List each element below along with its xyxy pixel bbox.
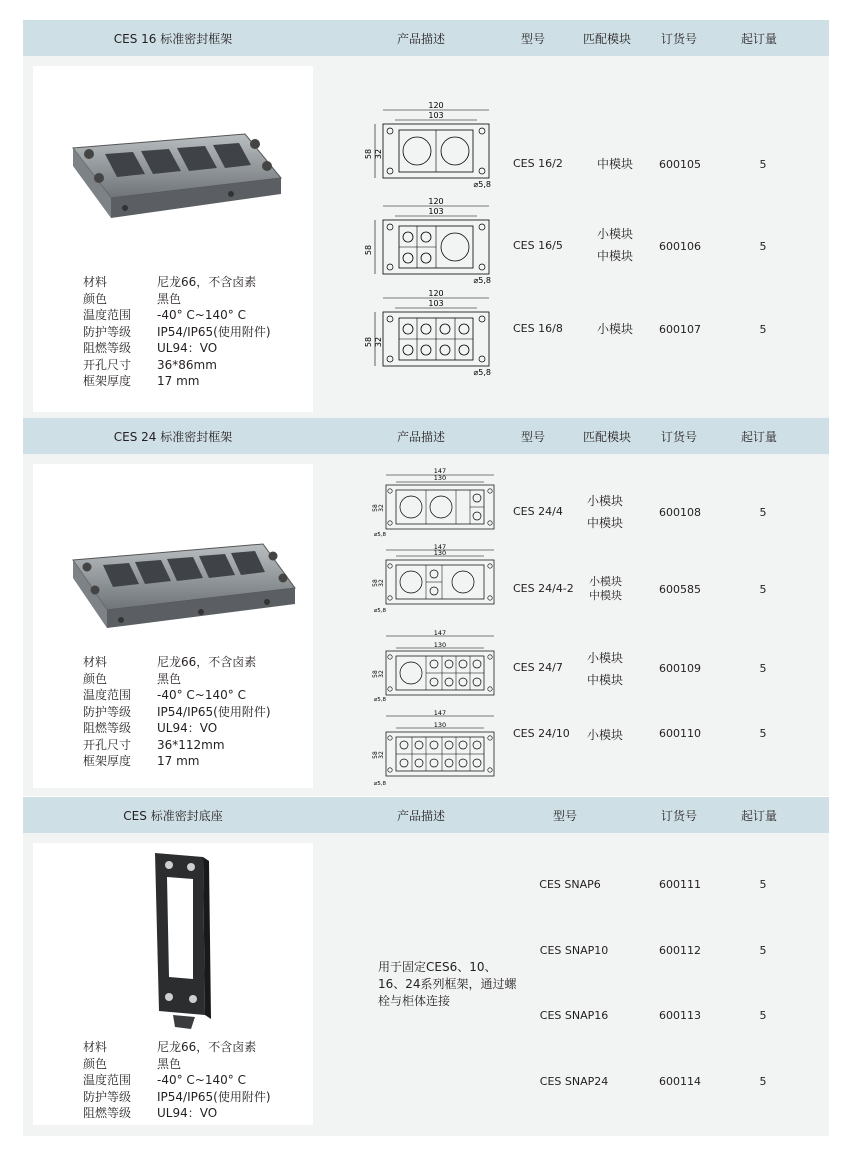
section-header	[23, 797, 829, 833]
min-order: 5	[759, 878, 767, 891]
spec-value: -40° C~140° C	[157, 688, 246, 702]
header-moq: 起订量	[740, 430, 778, 444]
spec-key: 材料	[83, 275, 108, 289]
spec-list	[83, 654, 271, 770]
order-number: 600112	[659, 944, 701, 957]
module-item: 小模块	[587, 651, 624, 665]
spec-value: 尼龙66，不含卤素	[157, 1040, 257, 1054]
model: CES SNAP6	[539, 878, 601, 891]
header-moq: 起订量	[740, 32, 778, 46]
drawing-ces24-7	[368, 630, 498, 706]
dim-inner-height: 32	[378, 579, 385, 587]
modules	[597, 153, 633, 175]
spec-value: -40° C~140° C	[157, 1073, 246, 1087]
header-order: 订货号	[660, 430, 698, 444]
spec-value: 尼龙66，不含卤素	[157, 655, 257, 669]
spec-key: 温度范围	[83, 308, 132, 322]
modules	[597, 223, 633, 267]
spec-value: 黑色	[157, 291, 182, 306]
spec-key: 开孔尺寸	[83, 357, 132, 372]
spec-key: 框架厚度	[83, 754, 132, 768]
model: CES 24/10	[513, 727, 570, 740]
dim-inner-height: 32	[378, 504, 385, 512]
model: CES 16/5	[513, 239, 563, 252]
section-title: CES 24 标准密封框架	[113, 430, 233, 444]
spec-list	[83, 1039, 271, 1122]
min-order: 5	[759, 662, 767, 675]
model: CES 24/4	[513, 505, 563, 518]
product-panel	[33, 843, 313, 1125]
order-number: 600113	[659, 1009, 701, 1022]
module-item: 小模块	[587, 728, 624, 742]
section-ces16	[23, 20, 829, 422]
modules	[587, 647, 623, 691]
spec-value: IP54/IP65(使用附件)	[157, 704, 271, 719]
dim-height: 58	[364, 244, 373, 256]
dim-hole: ⌀5,8	[374, 697, 387, 702]
dim-hole: ⌀5,8	[473, 180, 491, 189]
frame-photo	[33, 464, 313, 644]
dim-hole: ⌀5,8	[374, 532, 387, 538]
spec-key: 颜色	[83, 291, 108, 306]
dim-width: 120	[428, 101, 444, 110]
drawing-ces24-10	[368, 710, 498, 792]
header-model: 型号	[520, 430, 546, 444]
module-item: 小模块	[589, 575, 622, 588]
dim-width: 147	[433, 467, 447, 475]
spec-key: 温度范围	[83, 688, 132, 702]
module-item: 中模块	[587, 673, 624, 687]
order-number: 600109	[659, 662, 701, 675]
spec-value: 17 mm	[157, 374, 200, 388]
spec-key: 阻燃等级	[83, 721, 132, 735]
section-ces-snap	[23, 797, 829, 1136]
spec-key: 框架厚度	[83, 374, 132, 388]
spec-key: 材料	[83, 1040, 108, 1054]
min-order: 5	[759, 158, 767, 171]
min-order: 5	[759, 944, 767, 957]
dim-inner-height: 32	[374, 336, 383, 348]
product-panel	[33, 464, 313, 788]
dim-hole: ⌀5,8	[374, 608, 387, 614]
spec-value: -40° C~140° C	[157, 308, 246, 322]
section-header	[23, 20, 829, 56]
order-number: 600107	[659, 323, 701, 336]
dim-hole: ⌀5,8	[374, 781, 387, 787]
spec-value: IP54/IP65(使用附件)	[157, 1089, 271, 1104]
order-number: 600110	[659, 727, 701, 740]
section-title: CES 标准密封底座	[123, 809, 223, 823]
model: CES 16/8	[513, 322, 563, 335]
spec-key: 温度范围	[83, 1073, 132, 1087]
module-item: 小模块	[587, 494, 624, 508]
frame-photo	[33, 66, 313, 266]
dim-inner-width: 130	[433, 549, 447, 557]
order-number: 600106	[659, 240, 701, 253]
header-order: 订货号	[660, 32, 698, 46]
spec-value: 36*86mm	[157, 357, 217, 372]
module-item: 中模块	[589, 589, 622, 602]
dim-width: 147	[433, 710, 447, 717]
dim-inner-height: 32	[374, 148, 383, 160]
header-model: 型号	[520, 32, 546, 46]
modules	[587, 490, 623, 534]
header-desc: 产品描述	[396, 32, 446, 46]
dim-inner-width: 130	[433, 474, 447, 482]
model: CES SNAP24	[539, 1075, 609, 1088]
spec-key: 阻燃等级	[83, 1106, 132, 1120]
spec-key: 防护等级	[83, 1089, 132, 1104]
spec-value: 尼龙66，不含卤素	[157, 275, 257, 289]
dim-width: 120	[428, 197, 444, 206]
modules	[597, 318, 633, 340]
dim-hole: ⌀5,8	[473, 276, 491, 285]
dim-height: 58	[372, 751, 379, 759]
snap-base-photo	[33, 843, 313, 1033]
spec-list	[83, 274, 271, 390]
header-desc: 产品描述	[396, 430, 446, 444]
dim-inner-width: 130	[433, 721, 447, 729]
header-module: 匹配模块	[582, 430, 632, 444]
module-item: 中模块	[597, 249, 634, 263]
min-order: 5	[759, 727, 767, 740]
spec-key: 颜色	[83, 671, 108, 686]
header-order: 订货号	[660, 809, 698, 823]
modules	[589, 575, 622, 603]
model: CES SNAP10	[539, 944, 609, 957]
min-order: 5	[759, 1075, 767, 1088]
drawing-ces24-4-2	[368, 544, 498, 620]
dim-inner-width: 103	[428, 207, 444, 216]
spec-key: 阻燃等级	[83, 341, 132, 355]
spec-key: 防护等级	[83, 704, 132, 719]
min-order: 5	[759, 583, 767, 596]
dim-height: 58	[364, 336, 373, 348]
spec-value: 17 mm	[157, 754, 200, 768]
order-number: 600105	[659, 158, 701, 171]
order-number: 600108	[659, 506, 701, 519]
dim-inner-width: 130	[433, 641, 447, 649]
product-description: 用于固定CES6、10、16、24系列框架，通过螺栓与柜体连接	[378, 960, 517, 1008]
dim-width: 147	[433, 544, 447, 551]
dim-hole: ⌀5,8	[473, 368, 491, 377]
spec-key: 颜色	[83, 1056, 108, 1071]
dim-inner-width: 103	[428, 111, 444, 120]
module-item: 小模块	[597, 227, 634, 241]
drawing-ces16-5	[361, 196, 501, 290]
model: CES SNAP16	[539, 1009, 609, 1022]
dim-width: 120	[428, 289, 444, 298]
model: CES 24/4-2	[513, 582, 574, 595]
min-order: 5	[759, 1009, 767, 1022]
spec-key: 开孔尺寸	[83, 737, 132, 752]
spec-value: 黑色	[157, 671, 182, 686]
order-number: 600111	[659, 878, 701, 891]
product-panel	[33, 66, 313, 412]
dim-height: 58	[372, 670, 379, 678]
drawing-ces16-8	[361, 288, 501, 382]
spec-value: UL94：VO	[157, 1106, 218, 1120]
model: CES 16/2	[513, 157, 563, 170]
dim-width: 147	[433, 630, 447, 637]
min-order: 5	[759, 506, 767, 519]
spec-key: 材料	[83, 655, 108, 669]
header-module: 匹配模块	[582, 32, 632, 46]
min-order: 5	[759, 323, 767, 336]
modules	[587, 724, 623, 746]
header-moq: 起订量	[740, 809, 778, 823]
order-number: 600585	[659, 583, 701, 596]
model: CES 24/7	[513, 661, 563, 674]
dim-inner-height: 32	[378, 751, 385, 759]
module-item: 小模块	[597, 322, 634, 336]
module-item: 中模块	[587, 516, 624, 530]
header-model: 型号	[552, 809, 578, 823]
order-number: 600114	[659, 1075, 701, 1088]
drawing-ces24-4	[368, 466, 498, 542]
spec-value: 黑色	[157, 1056, 182, 1071]
spec-value: 36*112mm	[157, 737, 225, 752]
dim-inner-height: 32	[378, 670, 385, 678]
dim-height: 58	[364, 148, 373, 160]
dim-inner-width: 103	[428, 299, 444, 308]
module-item: 中模块	[597, 157, 634, 171]
section-ces24	[23, 418, 829, 796]
section-title: CES 16 标准密封框架	[113, 32, 233, 46]
header-desc: 产品描述	[396, 809, 446, 823]
dim-height: 58	[372, 504, 379, 512]
section-header	[23, 418, 829, 454]
min-order: 5	[759, 240, 767, 253]
spec-value: UL94：VO	[157, 341, 218, 355]
spec-key: 防护等级	[83, 324, 132, 339]
dim-height: 58	[372, 579, 379, 587]
spec-value: UL94：VO	[157, 721, 218, 735]
drawing-ces16-2	[361, 100, 501, 194]
spec-value: IP54/IP65(使用附件)	[157, 324, 271, 339]
